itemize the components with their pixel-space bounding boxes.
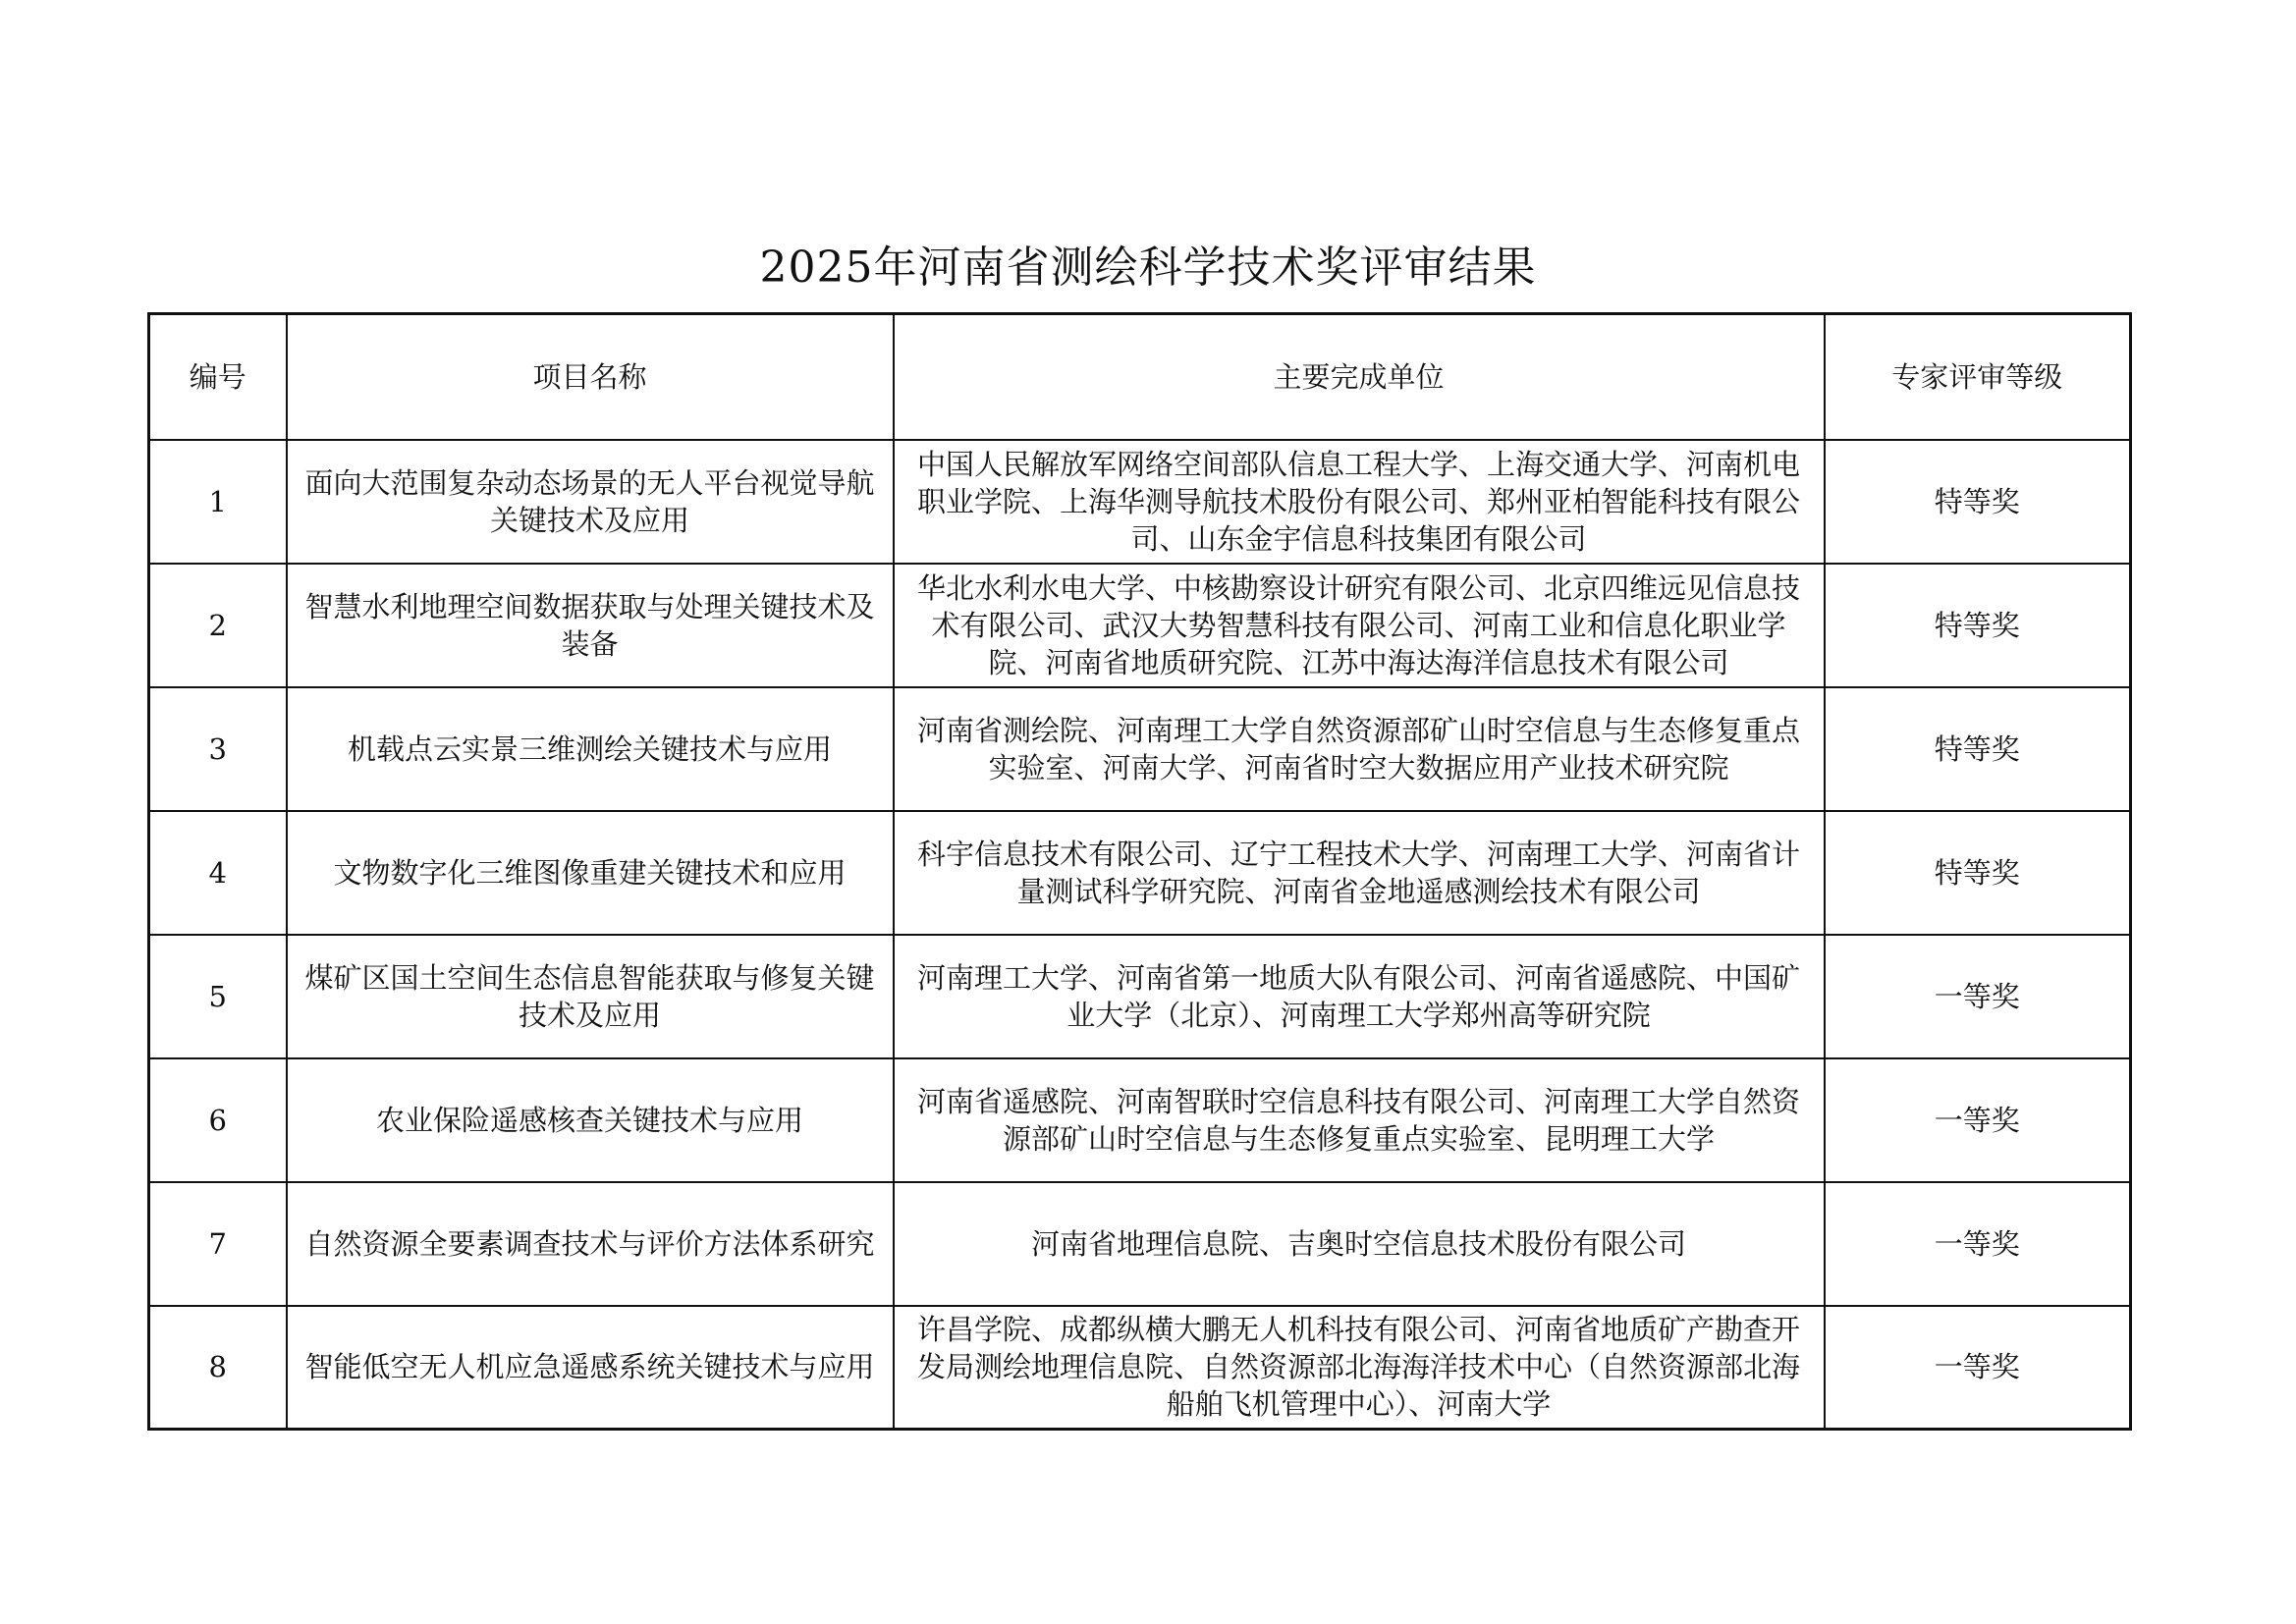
header-project-name: 项目名称 [287,314,894,440]
table-row [149,1182,2131,1306]
row-main-units: 河南理工大学、河南省第一地质大队有限公司、河南省遥感院、中国矿业大学（北京）、河南理工大学郑州高等研究院 [894,935,1825,1058]
row-main-units: 科宇信息技术有限公司、辽宁工程技术大学、河南理工大学、河南省计量测试科学研究院、河南省金地遥感测绘技术有限公司 [894,811,1825,935]
row-main-units: 中国人民解放军网络空间部队信息工程大学、上海交通大学、河南机电职业学院、上海华测导航技术股份有限公司、郑州亚柏智能科技有限公司、山东金宇信息科技集团有限公司 [894,440,1825,564]
row-main-units: 河南省地理信息院、吉奥时空信息技术股份有限公司 [894,1182,1825,1306]
header-review-level: 专家评审等级 [1825,314,2131,440]
header-number: 编号 [149,314,287,440]
row-review-level: 一等奖 [1825,1182,2131,1306]
row-project-name: 智能低空无人机应急遥感系统关键技术与应用 [287,1306,894,1430]
row-number: 2 [149,564,287,687]
row-main-units: 华北水利水电大学、中核勘察设计研究有限公司、北京四维远见信息技术有限公司、武汉大势智慧科技有限公司、河南工业和信息化职业学院、河南省地质研究院、江苏中海达海洋信息技术有限公司 [894,564,1825,687]
row-review-level: 特等奖 [1825,687,2131,811]
row-main-units: 许昌学院、成都纵横大鹏无人机科技有限公司、河南省地质矿产勘查开发局测绘地理信息院、自然资源部北海海洋技术中心（自然资源部北海船舶飞机管理中心）、河南大学 [894,1306,1825,1430]
table-row [149,811,2131,935]
row-main-units: 河南省测绘院、河南理工大学自然资源部矿山时空信息与生态修复重点实验室、河南大学、河南省时空大数据应用产业技术研究院 [894,687,1825,811]
row-project-name: 智慧水利地理空间数据获取与处理关键技术及装备 [287,564,894,687]
row-number: 1 [149,440,287,564]
results-table [147,312,2132,1431]
row-review-level: 一等奖 [1825,1306,2131,1430]
row-number: 4 [149,811,287,935]
row-number: 6 [149,1058,287,1182]
row-project-name: 农业保险遥感核查关键技术与应用 [287,1058,894,1182]
row-project-name: 自然资源全要素调查技术与评价方法体系研究 [287,1182,894,1306]
row-review-level: 特等奖 [1825,811,2131,935]
table-row [149,564,2131,687]
row-review-level: 特等奖 [1825,564,2131,687]
table-row [149,935,2131,1058]
table-row [149,1306,2131,1430]
table-row [149,1058,2131,1182]
table-row [149,440,2131,564]
header-main-units: 主要完成单位 [894,314,1825,440]
row-review-level: 特等奖 [1825,440,2131,564]
row-review-level: 一等奖 [1825,1058,2131,1182]
row-review-level: 一等奖 [1825,935,2131,1058]
row-project-name: 面向大范围复杂动态场景的无人平台视觉导航关键技术及应用 [287,440,894,564]
row-number: 7 [149,1182,287,1306]
row-project-name: 煤矿区国土空间生态信息智能获取与修复关键技术及应用 [287,935,894,1058]
page-title: 2025年河南省测绘科学技术奖评审结果 [759,243,1537,293]
row-project-name: 文物数字化三维图像重建关键技术和应用 [287,811,894,935]
row-number: 5 [149,935,287,1058]
row-number: 8 [149,1306,287,1430]
row-main-units: 河南省遥感院、河南智联时空信息科技有限公司、河南理工大学自然资源部矿山时空信息与生态修复重点实验室、昆明理工大学 [894,1058,1825,1182]
row-project-name: 机载点云实景三维测绘关键技术与应用 [287,687,894,811]
table-header-row [149,314,2131,440]
row-number: 3 [149,687,287,811]
table-row [149,687,2131,811]
